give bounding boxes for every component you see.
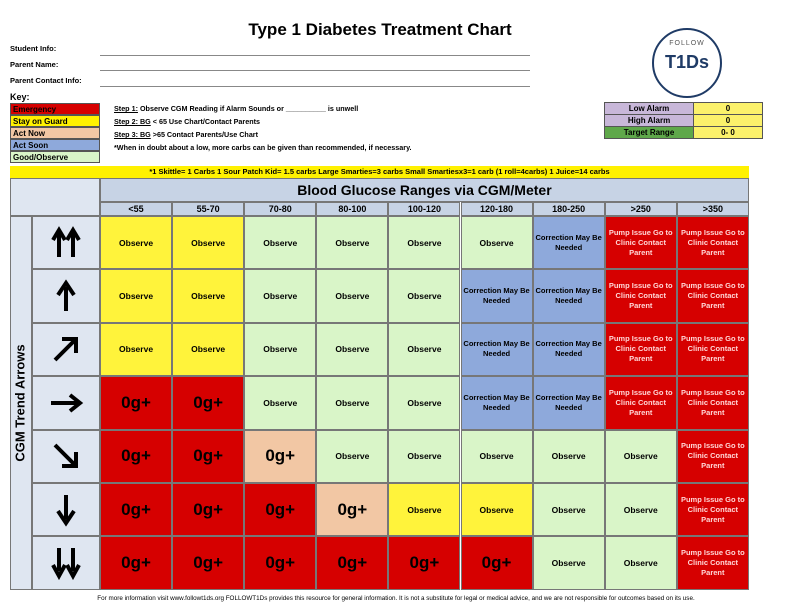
- treatment-cell: Observe: [388, 376, 460, 429]
- column-header: 70-80: [244, 202, 316, 216]
- treatment-cell: Pump Issue Go to Clinic Contact Parent: [605, 323, 677, 376]
- treatment-cell: Pump Issue Go to Clinic Contact Parent: [677, 430, 749, 483]
- footer-disclaimer: For more information visit www.followt1ds.org FOLLOWT1Ds provides this resource for general information. It is not a substitute for legal or medical advice, and we are not responsible for outcomes based on its use.: [97, 595, 695, 602]
- alarm-label: High Alarm: [605, 115, 694, 127]
- treatment-cell: 0g+: [172, 483, 244, 536]
- step-3-label: Step 3: BG: [114, 130, 151, 139]
- treatment-cell: 0g+: [100, 430, 172, 483]
- treatment-cell: 0g+: [461, 536, 533, 589]
- grid-header: Blood Glucose Ranges via CGM/Meter: [100, 178, 749, 202]
- treatment-cell: Pump Issue Go to Clinic Contact Parent: [677, 323, 749, 376]
- treatment-cell: Correction May Be Needed: [533, 323, 605, 376]
- treatment-cell: Correction May Be Needed: [533, 269, 605, 322]
- step-1: [114, 104, 358, 113]
- alarm-value[interactable]: 0- 0: [694, 127, 763, 139]
- carb-equivalents-banner: *1 Skittle= 1 Carbs 1 Sour Patch Kid= 1.5 carbs Large Smarties=3 carbs Small Smartiesx3=1 carb (1 roll=4carbs) 1 Juice=14 carbs: [10, 166, 749, 178]
- step-2-label: Step 2: BG: [114, 117, 151, 126]
- treatment-cell: 0g+: [244, 430, 316, 483]
- key-item: Stay on Guard: [10, 115, 100, 127]
- treatment-cell: Observe: [100, 269, 172, 322]
- treatment-cell: 0g+: [172, 536, 244, 589]
- logo-follow-text: FOLLOW: [669, 40, 705, 47]
- step-3-text: >65 Contact Parents/Use Chart: [150, 130, 259, 139]
- down-arrow-icon: [32, 483, 100, 536]
- parent-contact-label: Parent Contact Info:: [10, 76, 82, 85]
- page-title: Type 1 Diabetes Treatment Chart: [248, 20, 512, 39]
- treatment-cell: 0g+: [172, 430, 244, 483]
- key-item: Act Soon: [10, 139, 100, 151]
- treatment-cell: Pump Issue Go to Clinic Contact Parent: [677, 216, 749, 269]
- treatment-cell: Pump Issue Go to Clinic Contact Parent: [605, 216, 677, 269]
- student-info-line[interactable]: [100, 55, 530, 56]
- treatment-cell: 0g+: [316, 536, 388, 589]
- alarm-row: [605, 115, 763, 127]
- column-header: <55: [100, 202, 172, 216]
- treatment-cell: Observe: [244, 269, 316, 322]
- treatment-cell: Observe: [316, 323, 388, 376]
- alarm-label: Low Alarm: [605, 103, 694, 115]
- step-1-label: Step 1:: [114, 104, 138, 113]
- treatment-cell: Observe: [316, 430, 388, 483]
- treatment-cell: Observe: [533, 483, 605, 536]
- treatment-cell: Observe: [244, 216, 316, 269]
- right-arrow-icon: [32, 376, 100, 429]
- treatment-cell: Pump Issue Go to Clinic Contact Parent: [605, 269, 677, 322]
- key-title: Key:: [10, 92, 30, 102]
- parent-name-line[interactable]: [100, 70, 530, 71]
- treatment-cell: Observe: [388, 323, 460, 376]
- treatment-cell: Observe: [388, 216, 460, 269]
- treatment-cell: Observe: [316, 376, 388, 429]
- treatment-cell: Pump Issue Go to Clinic Contact Parent: [605, 376, 677, 429]
- treatment-cell: Correction May Be Needed: [461, 376, 533, 429]
- treatment-cell: 0g+: [316, 483, 388, 536]
- down-right-arrow-icon: [32, 430, 100, 483]
- alarm-label: Target Range: [605, 127, 694, 139]
- treatment-cell: 0g+: [100, 536, 172, 589]
- column-header: >350: [677, 202, 749, 216]
- treatment-cell: Observe: [100, 323, 172, 376]
- step-note: *When in doubt about a low, more carbs can be given than recommended, if necessary.: [114, 143, 412, 152]
- trend-arrows-side-label: [10, 216, 32, 590]
- treatment-cell: Pump Issue Go to Clinic Contact Parent: [677, 376, 749, 429]
- step-3: [114, 130, 258, 139]
- treatment-cell: Observe: [605, 483, 677, 536]
- logo-main-text: T1Ds: [664, 52, 709, 72]
- treatment-cell: Correction May Be Needed: [461, 269, 533, 322]
- treatment-cell: Observe: [244, 323, 316, 376]
- treatment-cell: 0g+: [100, 376, 172, 429]
- column-header: 55-70: [172, 202, 244, 216]
- key-item: Good/Observe: [10, 151, 100, 163]
- double-up-arrow-icon: [32, 216, 100, 269]
- treatment-cell: Observe: [172, 269, 244, 322]
- treatment-cell: Observe: [316, 269, 388, 322]
- step-2: [114, 117, 260, 126]
- treatment-cell: Observe: [605, 536, 677, 589]
- treatment-grid: [10, 178, 749, 590]
- alarm-value[interactable]: 0: [694, 115, 763, 127]
- column-header: 80-100: [316, 202, 388, 216]
- treatment-cell: Observe: [388, 269, 460, 322]
- treatment-cell: 0g+: [244, 483, 316, 536]
- alarm-value[interactable]: 0: [694, 103, 763, 115]
- followt1ds-logo: [652, 28, 722, 98]
- column-header: 100-120: [388, 202, 460, 216]
- alarm-row: [605, 103, 763, 115]
- grid-corner: [10, 178, 100, 216]
- treatment-cell: Observe: [605, 430, 677, 483]
- parent-name-label: Parent Name:: [10, 60, 59, 69]
- treatment-cell: Correction May Be Needed: [461, 323, 533, 376]
- treatment-cell: Correction May Be Needed: [533, 216, 605, 269]
- up-arrow-icon: [32, 269, 100, 322]
- column-header: 120-180: [461, 202, 533, 216]
- treatment-cell: Observe: [461, 483, 533, 536]
- treatment-cell: Observe: [172, 216, 244, 269]
- treatment-cell: Observe: [461, 430, 533, 483]
- key-item: Emergency: [10, 103, 100, 115]
- treatment-cell: Observe: [533, 536, 605, 589]
- column-header: >250: [605, 202, 677, 216]
- step-1-text: Observe CGM Reading if Alarm Sounds or __________ is unwell: [137, 104, 359, 113]
- treatment-cell: 0g+: [172, 376, 244, 429]
- treatment-cell: Observe: [244, 376, 316, 429]
- treatment-cell: Observe: [533, 430, 605, 483]
- alarm-settings-table: [604, 102, 763, 139]
- key-item: Act Now: [10, 127, 100, 139]
- treatment-cell: Correction May Be Needed: [533, 376, 605, 429]
- treatment-cell: Pump Issue Go to Clinic Contact Parent: [677, 536, 749, 589]
- up-right-arrow-icon: [32, 323, 100, 376]
- student-info-label: Student Info:: [10, 44, 57, 53]
- treatment-cell: Pump Issue Go to Clinic Contact Parent: [677, 269, 749, 322]
- treatment-cell: Observe: [461, 216, 533, 269]
- column-header: 180-250: [533, 202, 605, 216]
- treatment-cell: 0g+: [388, 536, 460, 589]
- double-down-arrow-icon: [32, 536, 100, 589]
- treatment-cell: Observe: [388, 483, 460, 536]
- treatment-cell: Pump Issue Go to Clinic Contact Parent: [677, 483, 749, 536]
- treatment-cell: Observe: [172, 323, 244, 376]
- side-label-text: CGM Trend Arrows: [13, 344, 29, 462]
- parent-contact-line[interactable]: [100, 86, 530, 87]
- treatment-cell: Observe: [100, 216, 172, 269]
- treatment-cell: Observe: [388, 430, 460, 483]
- step-2-text: < 65 Use Chart/Contact Parents: [150, 117, 260, 126]
- treatment-cell: 0g+: [100, 483, 172, 536]
- alarm-row: [605, 127, 763, 139]
- treatment-cell: 0g+: [244, 536, 316, 589]
- treatment-cell: Observe: [316, 216, 388, 269]
